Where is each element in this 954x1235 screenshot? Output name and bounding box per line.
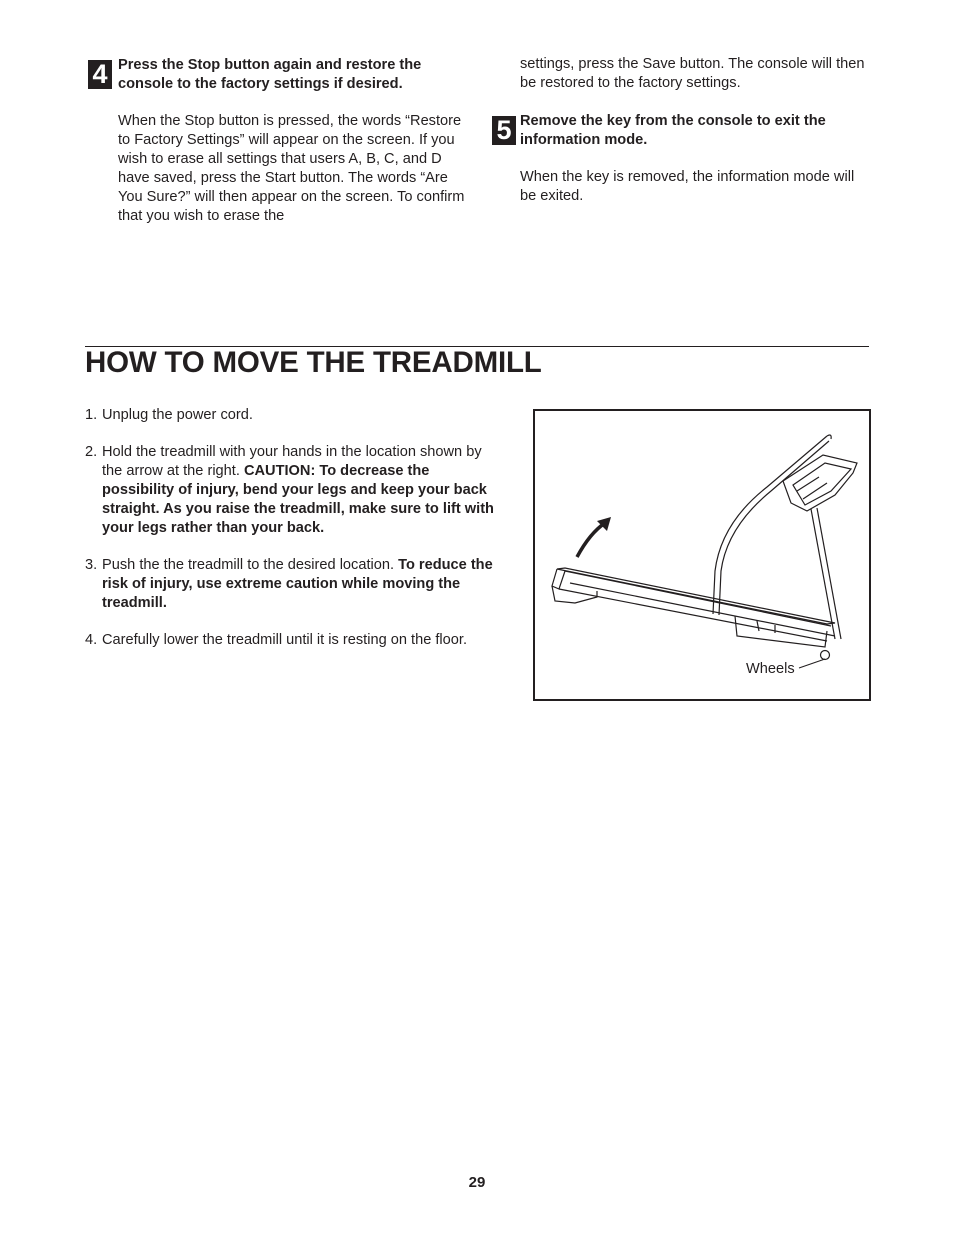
treadmill-deck [552,568,835,647]
list-item [85,631,505,650]
list-item [85,443,505,538]
treadmill-illustration [535,411,869,699]
list-item-number: 1. [85,407,98,423]
page-number: 29 [468,1174,486,1191]
treadmill-figure [533,409,871,701]
list-item-number: 4. [85,632,98,648]
section-heading: HOW TO MOVE THE TREADMILL [85,346,542,379]
list-item-caution: To reduce the risk of injury, use extreme caution while moving the treadmill. [102,557,493,611]
list-item [85,556,505,613]
list-item-text: Push the the treadmill to the desired location. [102,557,399,573]
step-4-title: Press the Stop button again and restore the console to the factory settings if desired. [118,57,422,92]
step-4-badge: 4 [88,60,112,89]
list-item-text: Unplug the power cord. [102,407,253,423]
wheels-leader-line [799,659,825,668]
move-steps-list [85,406,505,668]
step-4-body: When the Stop button is pressed, the words “Restore to Factory Settings” will appear on the screen. If you wish to erase all settings that users A, B, C, and D have saved, press the Start button. The words “Are You Sure?” will then appear on the screen. To confirm that you wish to erase the [118,113,465,224]
list-item-number: 2. [85,444,98,460]
step-5-title: Remove the key from the console to exit the information mode. [520,113,826,148]
list-item-number: 3. [85,557,98,573]
step-4-body-continued: settings, press the Save button. The console will then be restored to the factory settings. [520,56,865,91]
list-item-text: Carefully lower the treadmill until it is resting on the floor. [102,632,468,648]
list-item-caution: CAUTION: To decrease the possibility of injury, bend your legs and keep your back straight. As you raise the treadmill, make sure to lift with your legs rather than your back. [102,463,494,536]
list-item-text: Hold the treadmill with your hands in the location shown by the arrow at the right. [102,444,482,479]
wheel-icon [821,651,830,660]
lift-arrow-icon [577,517,611,557]
wheels-label: Wheels [746,661,795,677]
list-item [85,406,505,425]
step-5-badge: 5 [492,116,516,145]
step-5-body: When the key is removed, the information mode will be exited. [520,169,855,204]
